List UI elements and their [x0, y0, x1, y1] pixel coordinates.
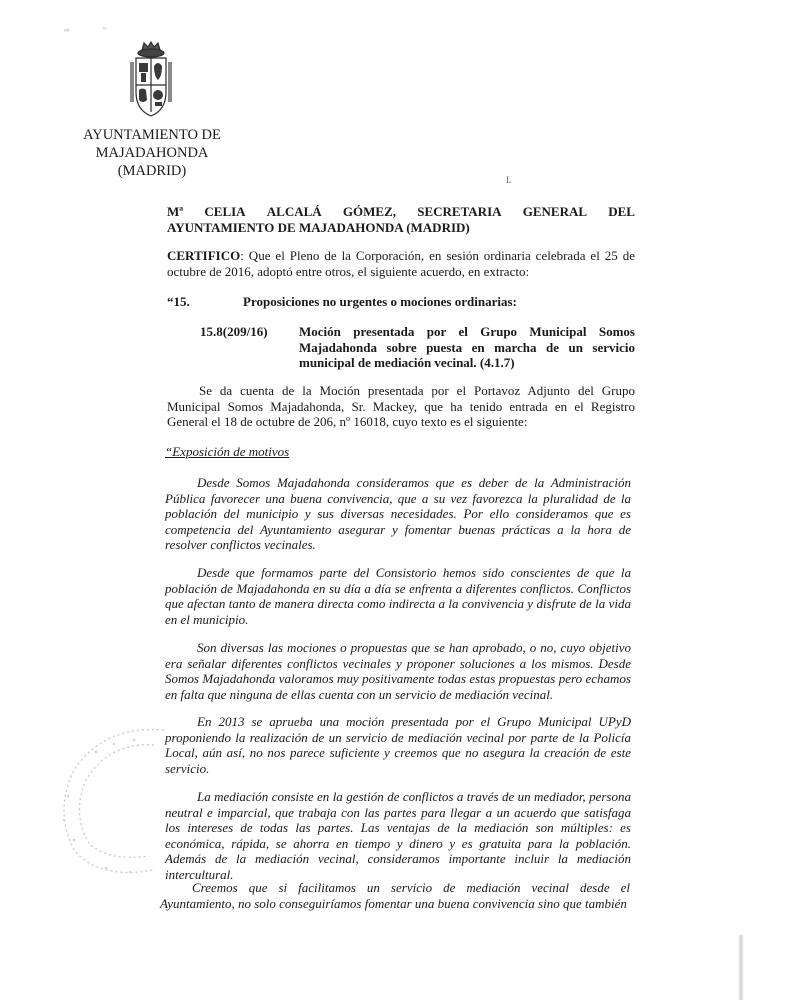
body-paragraph: La mediación consiste en la gestión de conflictos a través de un mediador, persona neutral e imparcial, que trabaja con las partes para llegar a un acuerdo que satisfaga los intereses de todas las partes. Las ventajas de la mediación son múltiples: es económica, rápida, se ahorra en tiempo y dinero y es gratuita para la población. Además de la mediación vecinal, consideramos importante incluir la mediación intercultural.: [165, 789, 631, 882]
certifico-paragraph: [167, 248, 635, 279]
body-paragraph: Son diversas las mociones o propuestas que se han aprobado, o no, cuyo objetivo era señalar diferentes conflictos vecinales y proponer soluciones a los mismos. Desde Somos Majadahonda valoramos muy positivamente todas estas propuestas pero echamos en falta que ninguna de ellas cuenta con un servicio de mediación vecinal.: [165, 640, 631, 702]
scan-mark: °⁰: [64, 28, 70, 36]
body-paragraph: Desde que formamos parte del Consistorio hemos sido conscientes de que la población de Majadahonda en su día a día se enfrenta a diferentes conflictos. Conflictos que afectan tanto de manera directa como indirecta a la convivencia y disfrute de la vida en el municipio.: [165, 565, 631, 627]
motion-code: 15.8(209/16): [200, 324, 268, 339]
body-paragraph: En 2013 se aprueba una moción presentada por el Grupo Municipal UPyD proponiendo la realización de un servicio de mediación vecinal por parte de la Policía Local, aún así, no nos parece suficiente y creemos que no asegura la creación de este servicio.: [165, 714, 631, 776]
certifico-text: : Que el Pleno de la Corporación, en sesión ordinaria celebrada el 25 de octubre de 2016, adoptó entre otros, el siguiente acuerdo, en extracto:: [167, 248, 635, 279]
heading-word: ALCALÁ: [266, 204, 322, 219]
issuer-block: [72, 126, 232, 180]
section-heading: [167, 294, 635, 310]
intro-paragraph: Se da cuenta de la Moción presentada por el Portavoz Adjunto del Grupo Municipal Somos Majadahonda, Sr. Mackey, que ha tenido entrada en el Registro General el 18 de octubre de 206, nº 16018, cuyo texto es el siguiente:: [167, 383, 635, 429]
heading-word: CELIA: [204, 204, 246, 219]
coat-of-arms-icon: [128, 40, 174, 118]
issuer-line-1: AYUNTAMIENTO DE: [83, 127, 221, 143]
body-paragraph: Desde Somos Majadahonda consideramos que es deber de la Administración Pública favorecer una buena convivencia, que a su vez favorezca la pluralidad de la población del municipio y sus diversas necesidades. Por ello consideramos que es competencia del Ayuntamiento asegurar y fomentar buenas prácticas a la hora de resolver conflictos vecinales.: [165, 475, 631, 552]
heading-word: SECRETARIA: [417, 204, 502, 219]
heading-line-1: [167, 204, 635, 220]
stray-mark: L: [506, 175, 512, 185]
scan-mark: “: [103, 26, 107, 34]
motion-heading: [200, 324, 635, 371]
heading-word: GÓMEZ,: [342, 204, 397, 219]
heading-line-2: AYUNTAMIENTO DE MAJADAHONDA (MADRID): [167, 219, 470, 235]
issuer-line-3: (MADRID): [117, 163, 187, 179]
heading-word: DEL: [608, 204, 635, 219]
issuer-line-2: MAJADAHONDA: [95, 145, 209, 161]
certifier-heading: [167, 204, 635, 235]
exposicion-heading: “Exposición de motivos: [165, 444, 290, 459]
motion-title: Moción presentada por el Grupo Municipal Somos Majadahonda sobre puesta en marcha de un servicio municipal de mediación vecinal. (4.1.7): [299, 324, 635, 370]
section-title: Proposiciones no urgentes o mociones ordinarias:: [243, 294, 517, 309]
certifico-label: CERTIFICO: [167, 248, 241, 263]
heading-word: Mª: [167, 204, 184, 219]
scan-edge: [738, 935, 744, 1000]
section-number: “15.: [167, 294, 190, 309]
faded-seal-stamp-icon: [44, 700, 204, 890]
body-paragraph: Creemos que si facilitamos un servicio de mediación vecinal desde el Ayuntamiento, no solo conseguiríamos fomentar una buena convivencia sino que también: [160, 880, 630, 911]
heading-word: GENERAL: [522, 204, 588, 219]
